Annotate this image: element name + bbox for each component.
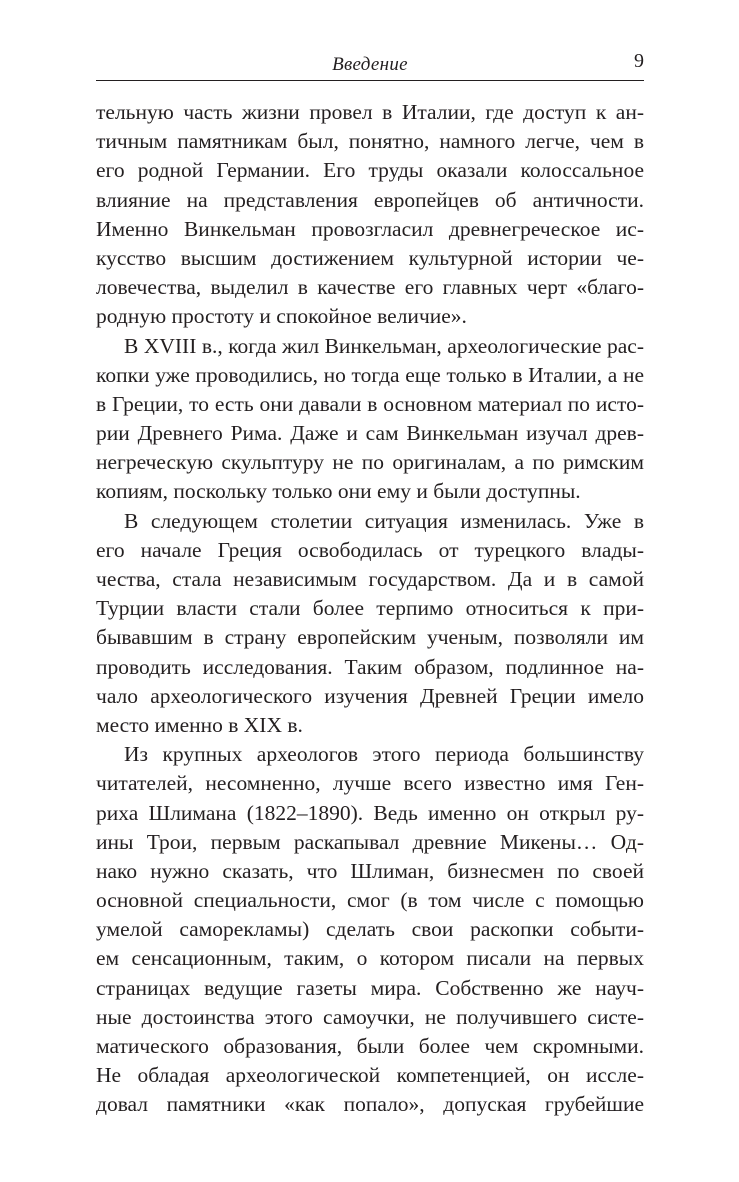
text-line: В следующем столетии ситуация изменилась. Уже в <box>124 508 644 533</box>
text-line: рии Древнего Рима. Даже и сам Винкельман изучал древ- <box>96 421 644 446</box>
text-line: матического образования, были более чем скромными. <box>96 1034 644 1058</box>
text-line: Из крупных археологов этого периода большинству <box>124 742 644 767</box>
text-line: ины Трои, первым раскапывал древние Микены… Од- <box>96 829 644 854</box>
text-line: кусство высшим достижением культурной истории че- <box>96 245 644 270</box>
text-line: проводить исследования. Таким образом, подлинное на- <box>96 654 644 679</box>
text-line: в Греции, то есть они давали в основном материал по исто- <box>96 391 644 416</box>
text-line: нако нужно сказать, что Шлиман, бизнесмен по своей <box>96 858 644 883</box>
text-line: тичным памятникам был, понятно, намного легче, чем в <box>96 129 644 154</box>
text-line: ем сенсационным, таким, о котором писали на первых <box>96 946 644 971</box>
text-line: тельную часть жизни провел в Италии, где доступ к ан- <box>96 100 644 124</box>
text-line: Не обладая археологической компетенцией, он иссле- <box>96 1063 644 1088</box>
text-line: умелой саморекламы) сделать свои раскопки событи- <box>96 917 644 942</box>
body-text <box>96 98 644 1120</box>
text-line: чества, стала независимым государством. Да и в самой <box>96 567 644 591</box>
text-line: чало археологического изучения Древней Греции имело <box>96 683 644 708</box>
text-line: родную простоту и спокойное величие». <box>96 304 467 329</box>
text-line: его начале Греция освободилась от турецкого влады- <box>96 537 644 562</box>
text-line: негреческую скульптуру не по оригиналам, а по римским <box>96 450 644 475</box>
text-line: копиям, поскольку только они ему и были доступны. <box>96 479 581 504</box>
text-line: ные достоинства этого самоучки, не получившего систе- <box>96 1004 644 1029</box>
text-line: страницах ведущие газеты мира. Собственно же науч- <box>96 975 644 1000</box>
text-line: копки уже проводились, но тогда еще только в Италии, а не <box>96 362 644 387</box>
text-line: риха Шлимана (1822–1890). Ведь именно он открыл ру- <box>96 800 644 825</box>
running-header <box>96 50 644 81</box>
text-line: его родной Германии. Его труды оказали колоссальное <box>96 158 644 183</box>
text-line: В XVIII в., когда жил Винкельман, археологические рас- <box>124 333 644 358</box>
text-line: читателей, несомненно, лучше всего известно имя Ген- <box>96 771 644 796</box>
text-line: место именно в XIX в. <box>96 712 303 737</box>
text-line: основной специальности, смог (в том числе с помощью <box>96 888 644 913</box>
text-line: Именно Винкельман провозгласил древнегреческое ис- <box>96 216 644 241</box>
text-line: бывавшим в страну европейским ученым, позволяли им <box>96 625 644 650</box>
chapter-title: Введение <box>332 54 408 75</box>
text-line: влияние на представления европейцев об античности. <box>96 187 644 212</box>
text-line: ловечества, выделил в качестве его главных черт «благо- <box>96 275 644 300</box>
text-line: довал памятники «как попало», допуская грубейшие <box>96 1092 644 1117</box>
page-number: 9 <box>634 50 644 72</box>
text-line: Турции власти стали более терпимо относиться к при- <box>96 596 644 621</box>
